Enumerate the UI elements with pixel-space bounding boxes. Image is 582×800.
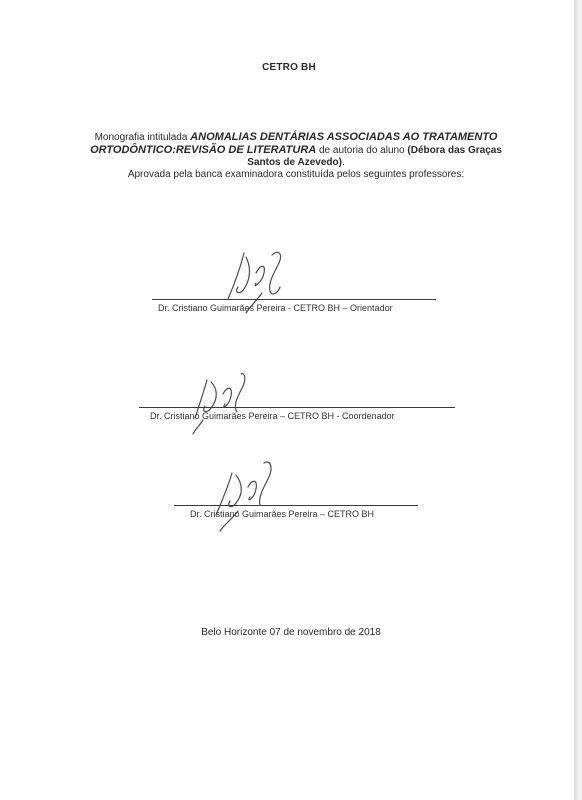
intro-suffix: . bbox=[341, 157, 345, 168]
student-name: (Débora das Graças Santos de Azevedo) bbox=[247, 145, 502, 168]
signature-caption-2: Dr. Cristiano Guimarães Pereira – CETRO BH - Coordenador bbox=[150, 411, 395, 421]
intro-prefix: Monografia intitulada bbox=[94, 132, 191, 143]
signature-caption-3: Dr. Cristiano Guimarães Pereira – CETRO BH bbox=[190, 509, 375, 519]
signature-line-2 bbox=[139, 407, 455, 408]
signature-line-1 bbox=[152, 299, 436, 300]
handwritten-signature-2 bbox=[185, 368, 265, 436]
handwritten-signature-3 bbox=[208, 455, 288, 535]
approval-statement bbox=[86, 131, 506, 181]
place-and-date: Belo Horizonte 07 de novembro de 2018 bbox=[201, 627, 381, 638]
signature-caption-1: Dr. Cristiano Guimarães Pereira - CETRO BH – Orientador bbox=[158, 303, 393, 313]
intro-middle: de autoria do aluno bbox=[316, 145, 408, 156]
approval-text: Aprovada pela banca examinadora constituída pelos seguintes professores: bbox=[127, 169, 465, 180]
monograph-title: ANOMALIAS DENTÁRIAS ASSOCIADAS AO TRATAMENTO ORTODÔNTICO:REVISÃO DE LITERATURA bbox=[90, 131, 498, 156]
page-edge bbox=[574, 0, 578, 800]
signature-line-3 bbox=[174, 505, 418, 506]
institution-heading: CETRO BH bbox=[262, 62, 316, 73]
